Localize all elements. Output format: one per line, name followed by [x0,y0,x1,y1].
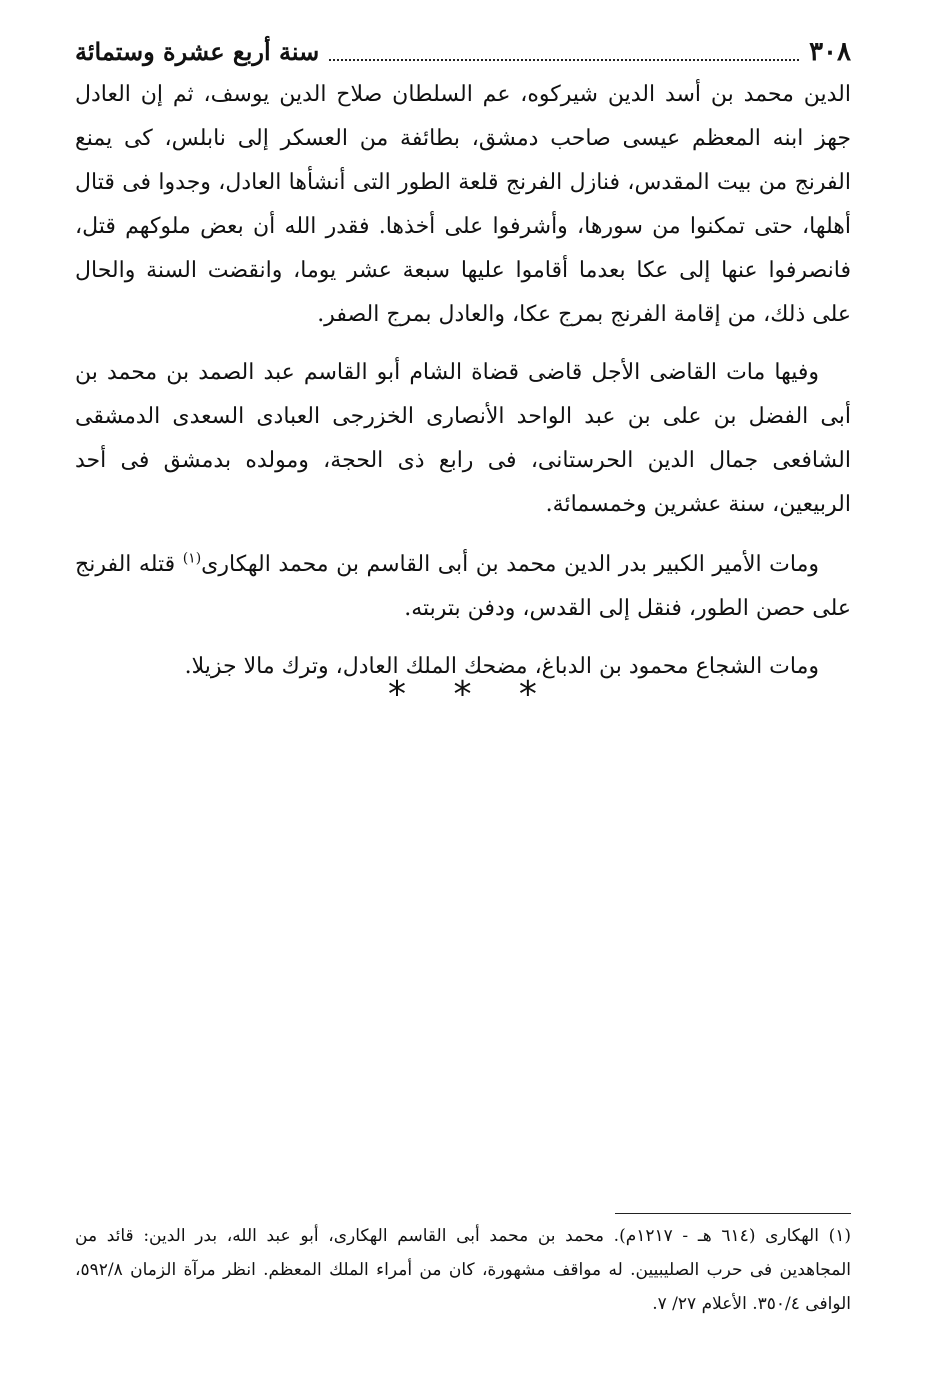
paragraph-4: ومات الشجاع محمود بن الدباغ، مضحك الملك العادل، وترك مالا جزيلا. [184,654,819,679]
paragraph-1: الدين محمد بن أسد الدين شيركوه، عم السلطان صلاح الدين يوسف، ثم إن العادل جهز ابنه المعظم عيسى صاحب دمشق، بطائفة من العسكر إلى نابلس، كى يمنع الفرنج من بيت المقدس، فنازل الفرنج قلعة الطور التى أنشأها العادل، وجدوا فى قتال أهلها، حتى تمكنوا من سورها، وأشرفوا على أخذها. فقدر الله أن بعض ملوكهم قتل، فانصرفوا عنها إلى عكا بعدما أقاموا عليها سبعة عشر يوما، وانقضت السنة والحال على ذلك، من إقامة الفرنج بمرج عكا، والعادل بمرج الصفر. [75,82,851,327]
paragraph-3-start: ومات الأمير الكبير بدر الدين محمد بن أبى القاسم بن محمد الهكارى [201,552,819,577]
footnotes [75,1219,851,1321]
footnote-reference: (١) [182,550,202,567]
running-title: سنة أربع عشرة وستمائة [75,37,320,66]
footnote-1-text: (١) الهكارى (٦١٤ هـ - ١٢١٧م). محمد بن محمد أبى القاسم الهكارى، أبو عبد الله، بدر الدين: قائد من المجاهدين فى حرب الصليبيين. له مواقف مشهورة، كان من أمراء الملك المعظم. انظر مرآة الزمان ٥٩٢/٨، الوافى ٣٥٠/٤. الأعلام ٢٧/ ٧. [75,1226,852,1314]
paragraph-3-end: قتله الفرنج على حصن الطور، فنقل إلى القدس، ودفن بتربته. [75,552,851,621]
footnote-1 [75,1219,851,1321]
running-head [75,30,851,74]
dotted-leader [329,59,799,61]
paragraph-3 [75,543,851,631]
footnote-divider [615,1213,851,1214]
main-text [75,73,851,689]
paragraph-2: وفيها مات القاضى الأجل قاضى قضاة الشام أبو القاسم عبد الصمد بن محمد بن أبى الفضل بن على بن عبد الواحد الأنصارى الخزرجى العبادى السعدى الدمشقى الشافعى جمال الدين الحرستانى، فى رابع ذى الحجة، ومولده بدمشق فى أحد الربيعين، سنة عشرين وخمسمائة. [75,360,851,517]
section-ornament: * * * [388,674,555,715]
page-number: ٣٠٨ [809,37,851,67]
